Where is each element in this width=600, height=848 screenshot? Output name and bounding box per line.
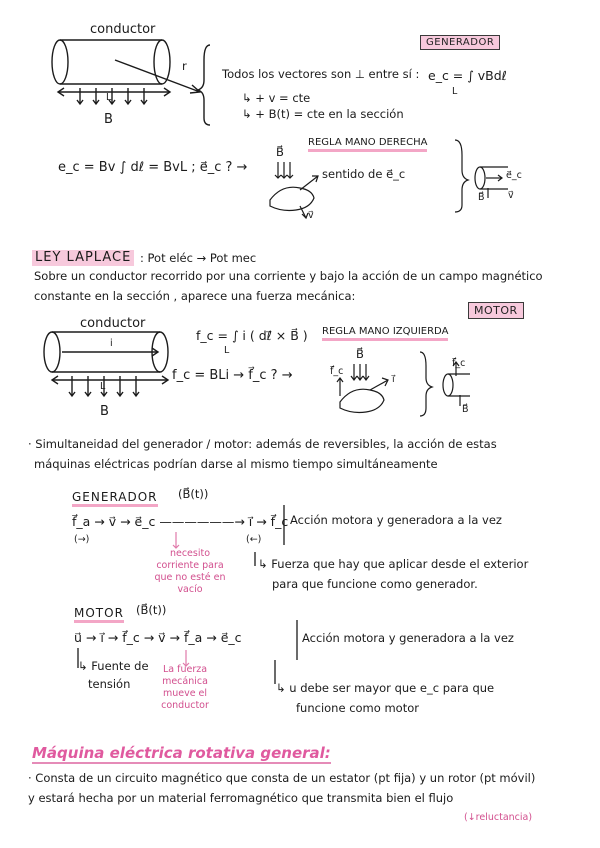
pink-note-2-line-4: conductor <box>161 699 209 711</box>
u-debe-line-1: ↳ u debe ser mayor que e_c para que <box>276 681 495 695</box>
v-hand-label: v⃗ <box>308 210 314 221</box>
maquina-electrica-title: Máquina eléctrica rotativa general: <box>32 744 331 762</box>
v-small-label: v⃗ <box>508 190 514 201</box>
conductor-label-2: conductor <box>80 316 146 331</box>
generador-accion: Acción motora y generadora a la vez <box>290 513 502 527</box>
generador-box: GENERADOR <box>420 35 500 50</box>
cylinder-left-end <box>52 40 68 84</box>
pink-note-necesito <box>150 548 230 596</box>
b-hand-label-2: B⃗ <box>356 347 364 361</box>
motor-box: MOTOR <box>468 302 524 319</box>
motor-title: MOTOR <box>74 606 124 623</box>
b-small-label-2: B⃗ <box>462 404 469 415</box>
integral-sub-1: L <box>452 86 458 97</box>
generador-bt: (B⃗(t)) <box>178 487 209 501</box>
simultaneidad-line-1: · Simultaneidad del generador / motor: además de reversibles, la acción de estas <box>28 437 497 451</box>
laplace-para-2: constante en la sección , aparece una fuerza mecánica: <box>34 289 356 303</box>
i-label: i <box>110 338 113 349</box>
reluctancia-note: (↓reluctancia) <box>464 812 533 823</box>
l-label-1: L <box>106 92 112 103</box>
motor-bt: (B⃗(t)) <box>136 603 167 617</box>
simultaneidad-line-2: máquinas eléctricas podrían darse al mismo tiempo simultáneamente <box>34 457 438 471</box>
maquina-line-1: · Consta de un circuito magnético que consta de un estator (pt fija) y un rotor (pt móvil) <box>28 771 536 785</box>
fuente-line-2: tensión <box>88 677 131 691</box>
pink-note-1-line-4: vacío <box>177 583 203 595</box>
r-vector-label: r <box>182 59 187 73</box>
b-label-2: B <box>100 404 109 419</box>
l-label-2: L <box>100 381 106 392</box>
fuerza-line-2: para que funcione como generador. <box>272 577 478 591</box>
fc-hand-label: f⃗_c <box>330 366 344 377</box>
motor-chain: u⃗ → i⃗ → f⃗_c → v⃗ → f⃗_a → e⃗_c <box>74 630 242 645</box>
todos-vectores-line: Todos los vectores son ⊥ entre sí : <box>222 67 420 81</box>
fc-integral: f_c = ∫ i ( dℓ⃗ × B⃗ ) <box>196 328 308 343</box>
generador-title: GENERADOR <box>72 490 158 507</box>
v-cte-line: ↳ + v = cte <box>242 91 311 105</box>
sentido-ec: sentido de e⃗_c <box>322 167 406 181</box>
i-hand-label: i⃗ <box>392 374 395 385</box>
b-small-label-1: B⃗ <box>478 192 485 203</box>
fc-small-label: f⃗_c <box>452 358 466 369</box>
pink-note-fuerza <box>150 664 220 712</box>
gen-dir-2: (←) <box>246 534 262 545</box>
integral-sub-2: L <box>224 345 230 356</box>
fc-formula: f_c = BLi → f⃗_c ? → <box>172 368 293 383</box>
ec-formula: e_c = Bv ∫ dℓ = BvL ; e⃗_c ? → <box>58 160 248 175</box>
u-debe-line-2: funcione como motor <box>296 701 419 715</box>
maquina-line-2: y estará hecha por un material ferromagnético que transmita bien el flujo <box>28 791 454 805</box>
ley-laplace-heading: LEY LAPLACE <box>32 250 134 266</box>
b-hand-label: B⃗ <box>276 145 284 159</box>
fuerza-line-1: ↳ Fuerza que hay que aplicar desde el exterior <box>258 557 529 571</box>
generador-chain: f⃗_a → v⃗ → e⃗_c ——————→ i⃗ → f⃗_c <box>72 514 289 529</box>
conductor-label-1: conductor <box>90 22 156 37</box>
laplace-para-1: Sobre un conductor recorrido por una corriente y bajo la acción de un campo magnético <box>34 269 543 283</box>
conductor-diagram-1 <box>52 40 210 125</box>
conductor-diagram-2 <box>44 332 168 396</box>
pink-note-2-line-1: La fuerza <box>162 664 208 675</box>
pink-note-2-line-2: mecánica <box>162 675 208 687</box>
b-label-1: B <box>104 112 113 127</box>
fuente-line-1: ↳ Fuente de <box>78 659 149 673</box>
bt-cte-line: ↳ + B(t) = cte en la sección <box>242 107 404 121</box>
regla-mano-izquierda: REGLA MANO IZQUIERDA <box>322 326 448 341</box>
pink-note-2-line-3: mueve el <box>162 687 208 699</box>
pink-note-1-line-3: que no esté en <box>154 571 226 583</box>
ec-integral: e_c = ∫ vBdℓ <box>428 68 507 83</box>
motor-accion: Acción motora y generadora a la vez <box>302 631 514 645</box>
regla-mano-derecha: REGLA MANO DERECHA <box>308 137 427 152</box>
ec-small-label: e⃗_c <box>506 170 522 181</box>
pot-line: : Pot eléc → Pot mec <box>140 251 257 265</box>
r-vector <box>115 60 200 92</box>
pink-note-1-line-2: corriente para <box>156 559 224 571</box>
pink-note-1-line-1: necesito <box>169 548 211 559</box>
gen-dir-1: (→) <box>74 534 90 545</box>
